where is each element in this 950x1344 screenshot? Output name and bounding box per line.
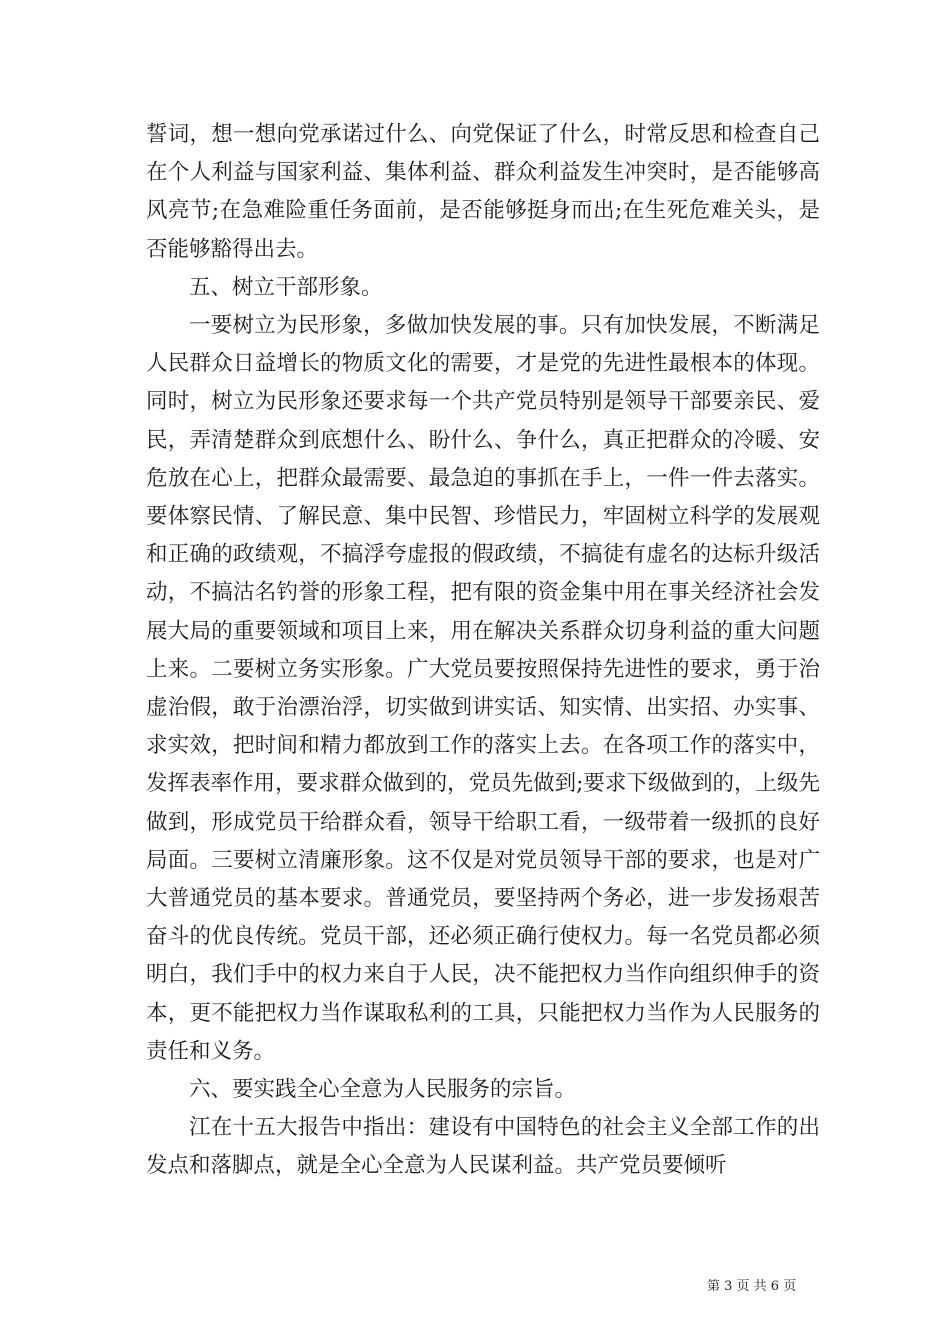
section-heading-cadre-image: 五、树立干部形象。 — [189, 274, 383, 300]
document-body — [146, 116, 820, 1186]
paragraph-cadre-image: 一要树立为民形象，多做加快发展的事。只有加快发展，不断满足人民群众日益增长的物质文化的需要，才是党的先进性最根本的体现。同时，树立为民形象还要求每一个共产党员特别是领导干部要亲民、爱民，弄清楚群众到底想什么、盼什么、争什么，真正把群众的冷暖、安危放在心上，把群众最需要、最急迫的事抓在手上，一件一件去落实。要体察民情、了解民意、集中民智、珍惜民力，牢固树立科学的发展观和正确的政绩观，不搞浮夸虚报的假政绩，不搞徒有虚名的达标升级活动，不搞沽名钓誉的形象工程，把有限的资金集中用在事关经济社会发展大局的重要领域和项目上来，用在解决关系群众切身利益的重大问题上来。二要树立务实形象。广大党员要按照保持先进性的要求，勇于治虚治假，敢于治漂治浮，切实做到讲实话、知实情、出实招、办实事、求实效，把时间和精力都放到工作的落实上去。在各项工作的落实中，发挥表率作用，要求群众做到的，党员先做到;要求下级做到的，上级先做到，形成党员干给群众看，领导干给职工看，一级带着一级抓的良好局面。三要树立清廉形象。这不仅是对党员领导干部的要求，也是对广大普通党员的基本要求。普通党员，要坚持两个务必，进一步发扬艰苦奋斗的优良传统。党员干部，还必须正确行使权力。每一名党员都必须明白，我们手中的权力来自于人民，决不能把权力当作向组织伸手的资本，更不能把权力当作谋取私利的工具，只能把权力当作为人民服务的责任和义务。 — [146, 313, 820, 1064]
paragraph-oath-reflection: 誓词，想一想向党承诺过什么、向党保证了什么，时常反思和检查自己在个人利益与国家利益、集体利益、群众利益发生冲突时，是否能够高风亮节;在急难险重任务面前，是否能够挺身而出;在生死危难关头，是否能够豁得出去。 — [146, 122, 820, 262]
section-heading-serve-people: 六、要实践全心全意为人民服务的宗旨。 — [189, 1077, 577, 1103]
paragraph-serve-people: 江在十五大报告中指出：建设有中国特色的社会主义全部工作的出发点和落脚点，就是全心全意为人民谋利益。共产党员要倾听 — [146, 1115, 820, 1179]
page-number-footer: 第 3 页 共 6 页 — [707, 1279, 797, 1294]
